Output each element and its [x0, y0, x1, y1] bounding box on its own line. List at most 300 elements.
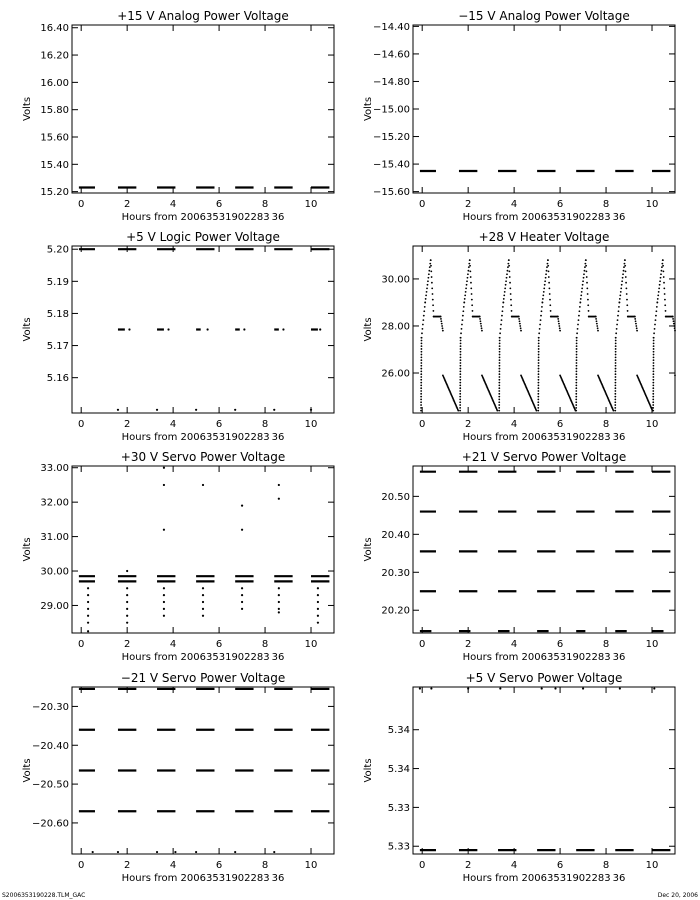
data-point [420, 385, 422, 387]
y-axis-label: Volts [363, 537, 374, 562]
data-point [596, 325, 598, 327]
data-point [576, 332, 578, 334]
data-point [461, 328, 463, 330]
data-point [583, 277, 585, 279]
x-tick-label: 6 [556, 639, 564, 650]
data-point [634, 316, 636, 318]
data-point [538, 368, 540, 370]
x-tick-label: 8 [261, 199, 269, 210]
data-point [558, 320, 560, 322]
data-point [537, 399, 539, 401]
y-axis-label: Volts [363, 96, 374, 122]
data-point [461, 324, 463, 326]
data-point [549, 287, 551, 289]
data-point [422, 324, 424, 326]
data-point [499, 687, 501, 689]
data-point [499, 348, 501, 350]
data-point [174, 851, 176, 853]
data-point [652, 390, 654, 392]
data-point [87, 594, 89, 596]
data-point [428, 270, 430, 272]
y-tick-label: 5.17 [46, 341, 69, 353]
data-point [469, 259, 471, 261]
data-point [509, 271, 511, 273]
data-point [579, 302, 581, 304]
data-point [499, 359, 501, 361]
x-tick-label: 2 [123, 419, 131, 430]
data-point [421, 337, 423, 339]
plot-frame [413, 466, 675, 633]
data-point [319, 328, 321, 330]
data-point [278, 608, 280, 610]
data-point [620, 287, 622, 289]
data-point [501, 319, 503, 321]
x-tick-label: 0 [419, 419, 426, 430]
data-point [440, 316, 442, 318]
x-tick-label: 8 [602, 419, 610, 430]
data-point [584, 266, 586, 268]
plot-frame [413, 687, 675, 854]
data-point [615, 356, 617, 358]
data-point [663, 276, 665, 278]
x-axis-label: Hours from 20063531902283 36 [462, 873, 626, 884]
y-axis-label: Volts [22, 758, 33, 783]
data-point [615, 376, 617, 378]
data-point [615, 342, 617, 344]
data-point [538, 345, 540, 347]
data-point [156, 409, 158, 411]
data-point [659, 280, 661, 282]
data-point [615, 365, 617, 367]
data-point [505, 280, 507, 282]
data-point [578, 310, 580, 312]
data-point [424, 306, 426, 308]
data-point [653, 340, 655, 342]
data-point [673, 325, 675, 327]
data-point [428, 273, 430, 275]
data-point [619, 687, 621, 689]
data-point [615, 379, 617, 381]
data-point [538, 342, 540, 344]
data-point [460, 340, 462, 342]
data-point [582, 284, 584, 286]
data-point [498, 404, 500, 406]
data-point [156, 851, 158, 853]
data-point [502, 302, 504, 304]
chart-title: +28 V Heater Voltage [478, 230, 610, 244]
y-tick-label: 20.40 [381, 529, 410, 541]
data-point [243, 328, 245, 330]
data-point [431, 287, 433, 289]
data-point [87, 630, 89, 632]
data-point [421, 342, 423, 344]
data-point [536, 410, 538, 412]
data-point [498, 407, 500, 409]
data-point [585, 259, 587, 261]
data-point [663, 282, 665, 284]
data-point [426, 291, 428, 293]
data-point [472, 310, 474, 312]
data-point [501, 315, 503, 317]
data-point [576, 368, 578, 370]
data-point [595, 318, 597, 320]
data-point [541, 306, 543, 308]
data-point [626, 293, 628, 295]
x-tick-label: 6 [556, 860, 564, 871]
data-point [537, 407, 539, 409]
x-tick-label: 0 [419, 860, 426, 871]
data-point [576, 354, 578, 356]
data-point [503, 294, 505, 296]
x-tick-label: 2 [464, 860, 472, 871]
data-point [541, 302, 543, 304]
data-point [202, 484, 204, 486]
data-point [652, 382, 654, 384]
data-point [519, 320, 521, 322]
data-point [499, 365, 501, 367]
data-point [542, 298, 544, 300]
data-point [621, 280, 623, 282]
data-point [430, 271, 432, 273]
data-point [587, 304, 589, 306]
y-axis-label: Volts [363, 317, 374, 342]
data-point [582, 280, 584, 282]
data-point [615, 382, 617, 384]
data-point [505, 284, 507, 286]
data-point [470, 287, 472, 289]
x-tick-label: 0 [78, 639, 85, 650]
data-point [674, 327, 676, 329]
data-point [615, 332, 617, 334]
x-tick-label: 4 [510, 860, 518, 871]
data-point [662, 265, 664, 267]
data-point [653, 362, 655, 364]
data-point [576, 373, 578, 375]
data-point [537, 387, 539, 389]
x-tick-label: 2 [123, 860, 131, 871]
data-point [499, 356, 501, 358]
data-point [547, 263, 549, 265]
data-point [496, 410, 498, 412]
data-point [541, 310, 543, 312]
data-point [278, 594, 280, 596]
data-point [575, 407, 577, 409]
data-point [440, 318, 442, 320]
data-point [430, 259, 432, 261]
data-point [575, 387, 577, 389]
data-point [652, 396, 654, 398]
y-tick-label: 15.40 [40, 159, 69, 171]
chart-panel [22, 671, 334, 884]
data-point [117, 851, 119, 853]
data-point [575, 401, 577, 403]
data-point [587, 293, 589, 295]
data-point [420, 404, 422, 406]
data-point [459, 390, 461, 392]
x-tick-label: 0 [419, 199, 426, 210]
data-point [480, 323, 482, 325]
data-point [615, 385, 617, 387]
data-point [543, 291, 545, 293]
data-point [459, 385, 461, 387]
data-point [614, 410, 616, 412]
data-point [581, 291, 583, 293]
data-point [624, 265, 626, 267]
data-point [499, 332, 501, 334]
data-point [507, 270, 509, 272]
data-point [674, 330, 676, 332]
data-point [578, 319, 580, 321]
data-point [317, 608, 319, 610]
x-tick-label: 6 [215, 419, 223, 430]
data-point [509, 282, 511, 284]
data-point [576, 365, 578, 367]
x-axis-label: Hours from 20063531902283 36 [121, 652, 285, 663]
data-point [538, 379, 540, 381]
data-point [420, 387, 422, 389]
data-point [652, 379, 654, 381]
data-point [468, 266, 470, 268]
data-point [652, 404, 654, 406]
data-point [431, 276, 433, 278]
data-point [620, 291, 622, 293]
x-tick-label: 0 [78, 199, 85, 210]
x-axis-label: Hours from 20063531902283 36 [121, 873, 285, 884]
data-point [577, 328, 579, 330]
chart-panel [363, 671, 675, 884]
data-point [241, 529, 243, 531]
data-point [466, 284, 468, 286]
data-point [660, 277, 662, 279]
y-axis-label: Volts [22, 317, 33, 342]
data-point [615, 348, 617, 350]
data-point [498, 396, 500, 398]
data-point [420, 365, 422, 367]
chart-title: +21 V Servo Power Voltage [461, 450, 627, 464]
data-point [241, 594, 243, 596]
data-point [460, 356, 462, 358]
data-point [655, 319, 657, 321]
data-point [126, 608, 128, 610]
data-point [421, 345, 423, 347]
data-point [506, 277, 508, 279]
data-point [420, 379, 422, 381]
data-point [498, 401, 500, 403]
data-point [466, 280, 468, 282]
plot-frame [413, 246, 675, 413]
data-point [163, 608, 165, 610]
data-point [432, 304, 434, 306]
data-point [652, 407, 654, 409]
data-point [499, 345, 501, 347]
data-point [548, 276, 550, 278]
data-point [543, 287, 545, 289]
data-point [463, 302, 465, 304]
x-tick-label: 10 [645, 419, 659, 430]
data-point [615, 370, 617, 372]
y-tick-label: 26.00 [381, 368, 410, 380]
data-point [538, 382, 540, 384]
y-tick-label: 15.60 [40, 132, 69, 144]
data-point [423, 310, 425, 312]
data-point [575, 376, 577, 378]
data-point [460, 342, 462, 344]
data-point [576, 356, 578, 358]
data-point [430, 687, 432, 689]
data-point [432, 299, 434, 301]
data-point [498, 379, 500, 381]
data-point [661, 266, 663, 268]
data-point [576, 337, 578, 339]
data-point [87, 615, 89, 617]
y-tick-label: 20.30 [381, 567, 410, 579]
data-point [463, 306, 465, 308]
data-point [202, 587, 204, 589]
data-point [459, 373, 461, 375]
data-point [622, 277, 624, 279]
data-point [459, 382, 461, 384]
data-point [615, 345, 617, 347]
data-point [580, 298, 582, 300]
data-point [498, 393, 500, 395]
data-point [470, 276, 472, 278]
data-point [500, 324, 502, 326]
data-point [459, 396, 461, 398]
data-point [587, 299, 589, 301]
data-point [653, 370, 655, 372]
data-point [420, 407, 422, 409]
plot-frame [72, 246, 334, 413]
data-point [420, 382, 422, 384]
data-point [665, 310, 667, 312]
data-point [576, 359, 578, 361]
data-point [422, 328, 424, 330]
data-point [460, 354, 462, 356]
data-point [538, 354, 540, 356]
data-point [674, 374, 676, 376]
data-point [430, 265, 432, 267]
data-point [498, 382, 500, 384]
x-tick-label: 4 [510, 199, 518, 210]
data-point [614, 399, 616, 401]
data-point [652, 376, 654, 378]
data-point [538, 337, 540, 339]
data-point [420, 373, 422, 375]
data-point [542, 294, 544, 296]
y-tick-label: −20.30 [31, 701, 69, 713]
data-point [596, 320, 598, 322]
data-point [538, 376, 540, 378]
data-point [673, 320, 675, 322]
data-point [520, 330, 522, 332]
data-point [420, 393, 422, 395]
data-point [652, 410, 654, 412]
data-point [576, 342, 578, 344]
y-tick-label: −15.00 [372, 104, 410, 116]
data-point [421, 332, 423, 334]
data-point [459, 401, 461, 403]
x-tick-label: 10 [304, 419, 318, 430]
data-point [500, 328, 502, 330]
y-tick-label: 29.00 [40, 600, 69, 612]
data-point [202, 601, 204, 603]
data-point [614, 401, 616, 403]
x-tick-label: 0 [78, 419, 85, 430]
data-point [656, 306, 658, 308]
data-point [423, 315, 425, 317]
data-point [537, 390, 539, 392]
data-point [626, 299, 628, 301]
data-point [654, 324, 656, 326]
data-point [558, 323, 560, 325]
data-point [467, 687, 469, 689]
data-point [625, 271, 627, 273]
data-point [615, 354, 617, 356]
data-point [317, 622, 319, 624]
y-tick-label: 5.20 [46, 244, 69, 256]
data-point [584, 270, 586, 272]
data-point [635, 323, 637, 325]
data-point [538, 362, 540, 364]
data-point [519, 323, 521, 325]
y-tick-label: 15.20 [40, 187, 69, 199]
data-point [421, 340, 423, 342]
data-point [597, 327, 599, 329]
data-point [653, 348, 655, 350]
data-point [578, 315, 580, 317]
data-point [653, 359, 655, 361]
data-point [615, 337, 617, 339]
data-point [479, 316, 481, 318]
data-point [635, 320, 637, 322]
data-point [469, 271, 471, 273]
data-point [471, 304, 473, 306]
x-tick-label: 8 [602, 860, 610, 871]
y-tick-label: −20.40 [31, 740, 69, 752]
y-tick-label: 5.33 [387, 802, 410, 814]
data-point [195, 409, 197, 411]
data-point [576, 348, 578, 350]
data-point [459, 368, 461, 370]
data-point [576, 370, 578, 372]
x-tick-label: 4 [169, 639, 177, 650]
data-point [459, 393, 461, 395]
data-point [467, 270, 469, 272]
data-point [499, 362, 501, 364]
chart-title: −21 V Servo Power Voltage [120, 671, 286, 685]
x-tick-label: 2 [464, 419, 472, 430]
data-point [241, 608, 243, 610]
y-tick-label: −14.40 [372, 21, 410, 33]
data-point [575, 399, 577, 401]
x-tick-label: 10 [304, 199, 318, 210]
data-point [541, 687, 543, 689]
data-point [420, 390, 422, 392]
x-tick-label: 2 [123, 639, 131, 650]
data-point [317, 594, 319, 596]
y-tick-label: 15.80 [40, 105, 69, 117]
y-tick-label: −14.60 [372, 49, 410, 61]
data-point [546, 266, 548, 268]
chart-panel [363, 450, 675, 663]
data-point [459, 404, 461, 406]
data-point [616, 328, 618, 330]
data-point [636, 330, 638, 332]
data-point [559, 330, 561, 332]
chart-title: +5 V Servo Power Voltage [465, 671, 623, 685]
data-point [202, 594, 204, 596]
data-point [498, 387, 500, 389]
